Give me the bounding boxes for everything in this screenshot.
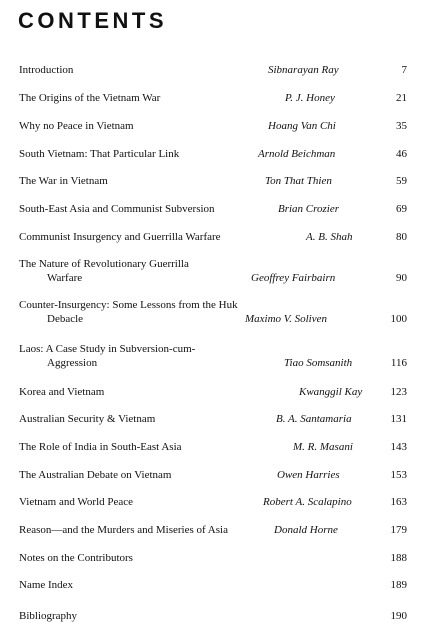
toc-entry-line (19, 271, 407, 285)
entry-page-number: 188 (390, 552, 407, 564)
entry-page-number: 100 (390, 313, 407, 325)
toc-entry-line (19, 440, 407, 454)
entry-author: Arnold Beichman (258, 148, 336, 160)
toc-entry (19, 468, 407, 482)
entry-author: Geoffrey Fairbairn (251, 272, 336, 284)
toc-entry (19, 63, 407, 77)
toc-entry (19, 385, 407, 399)
entry-page-number: 7 (401, 64, 407, 76)
entry-author: A. B. Shah (306, 231, 353, 243)
toc-entry-line (19, 202, 407, 216)
toc-entry-line (19, 147, 407, 161)
toc-entry-line (19, 298, 407, 312)
entry-page-number: 190 (390, 610, 407, 622)
toc-entry-line (19, 412, 407, 426)
entry-title: Why no Peace in Vietnam (19, 120, 134, 132)
entry-title: The Nature of Revolutionary Guerrilla (19, 258, 189, 270)
entry-title: Notes on the Contributors (19, 552, 133, 564)
entry-title: Introduction (19, 64, 74, 76)
toc-entry-line (19, 342, 407, 356)
entry-title: Debacle (47, 313, 84, 325)
entry-author: Tiao Somsanith (284, 357, 353, 369)
entry-title: The Role of India in South-East Asia (19, 441, 182, 453)
toc-entry (19, 230, 407, 244)
entry-title: Vietnam and World Peace (19, 496, 134, 508)
toc-entry (19, 298, 407, 326)
toc-entry-line (19, 551, 407, 565)
entry-page-number: 179 (390, 524, 407, 536)
toc-entry (19, 147, 407, 161)
entry-title: Name Index (19, 579, 74, 591)
entry-page-number: 69 (396, 203, 407, 215)
toc-entry (19, 257, 407, 285)
entry-author: Kwanggil Kay (299, 386, 363, 398)
toc-entry-line (19, 119, 407, 133)
entry-page-number: 143 (390, 441, 407, 453)
toc-entry-line (19, 257, 407, 271)
entry-title: Korea and Vietnam (19, 386, 105, 398)
toc-entry (19, 174, 407, 188)
entry-title: South Vietnam: That Particular Link (19, 148, 180, 160)
entry-title: Reason—and the Murders and Miseries of Asia (19, 524, 228, 536)
entry-title: South-East Asia and Communist Subversion (19, 203, 215, 215)
entry-title: Australian Security & Vietnam (19, 413, 156, 425)
entry-page-number: 46 (396, 148, 407, 160)
toc-entry (19, 551, 407, 565)
toc-entry (19, 412, 407, 426)
entry-page-number: 116 (390, 357, 407, 369)
toc-entry-line (19, 63, 407, 77)
toc-entry (19, 609, 407, 623)
toc-entry-line (19, 578, 407, 592)
entry-author: Ton That Thien (265, 175, 332, 187)
entry-author: Maximo V. Soliven (245, 313, 327, 325)
entry-page-number: 163 (390, 496, 407, 508)
entry-title: Counter-Insurgency: Some Lessons from the Huk (19, 299, 238, 311)
toc-entry (19, 578, 407, 592)
entry-title: Bibliography (19, 610, 78, 622)
toc-entry-line (19, 523, 407, 537)
toc-entry-line (19, 609, 407, 623)
entry-author: M. R. Masani (293, 441, 353, 453)
toc-entry-line (19, 174, 407, 188)
entry-title: The War in Vietnam (19, 175, 108, 187)
toc-entry (19, 119, 407, 133)
entry-page-number: 189 (390, 579, 407, 591)
entry-title: Aggression (47, 357, 98, 369)
toc-entry-line (19, 495, 407, 509)
entry-author: B. A. Santamaria (276, 413, 352, 425)
entry-page-number: 21 (396, 92, 407, 104)
toc-entry-line (19, 385, 407, 399)
entry-title: The Origins of the Vietnam War (19, 92, 161, 104)
entry-title: Communist Insurgency and Guerrilla Warfare (19, 231, 221, 243)
entry-author: Donald Horne (274, 524, 338, 536)
toc-entry (19, 495, 407, 509)
entry-author: Hoang Van Chi (268, 120, 336, 132)
entry-page-number: 59 (396, 175, 407, 187)
entry-title: Warfare (47, 272, 83, 284)
entry-page-number: 35 (396, 120, 407, 132)
toc-entry (19, 91, 407, 105)
entry-page-number: 131 (390, 413, 407, 425)
toc-entry (19, 342, 407, 370)
toc-entry-line (19, 468, 407, 482)
entry-page-number: 123 (390, 386, 407, 398)
toc-entry-line (19, 91, 407, 105)
entry-author: Brian Crozier (278, 203, 340, 215)
toc-entry (19, 523, 407, 537)
toc-entry-line (19, 230, 407, 244)
toc-entry-line (19, 356, 407, 370)
entry-page-number: 90 (396, 272, 407, 284)
page-title: CONTENTS (18, 8, 167, 33)
entry-author: Robert A. Scalapino (263, 496, 352, 508)
entry-title: The Australian Debate on Vietnam (19, 469, 172, 481)
entry-page-number: 80 (396, 231, 407, 243)
entry-author: Owen Harries (277, 469, 340, 481)
entry-page-number: 153 (390, 469, 407, 481)
toc-entry (19, 202, 407, 216)
entry-title: Laos: A Case Study in Subversion-cum- (19, 343, 196, 355)
toc-entry (19, 440, 407, 454)
entry-author: P. J. Honey (285, 92, 335, 104)
entry-author: Sibnarayan Ray (268, 64, 339, 76)
toc-entry-line (19, 312, 407, 326)
